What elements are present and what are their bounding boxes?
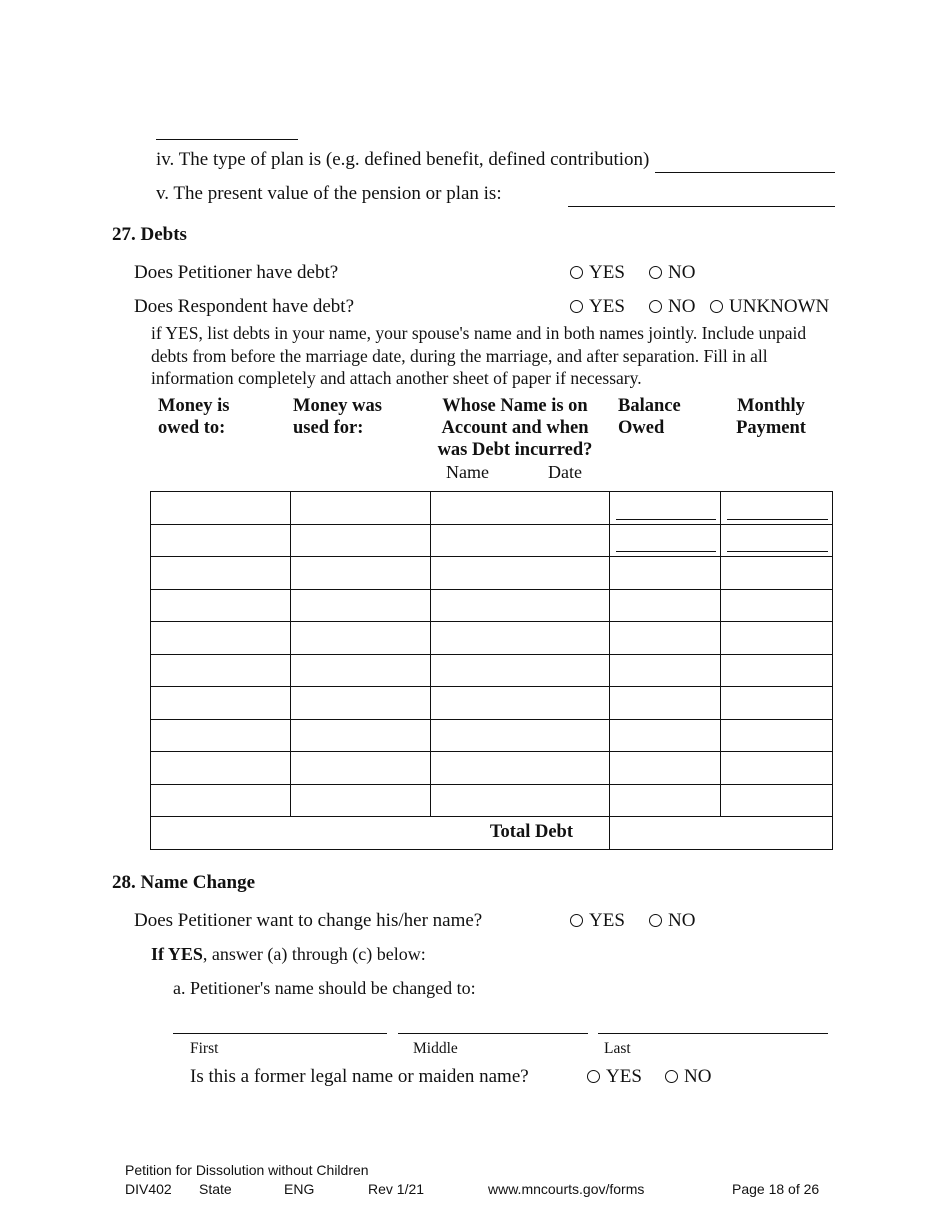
footer-lang: ENG [284, 1181, 315, 1197]
footer-url[interactable]: www.mncourts.gov/forms [488, 1181, 645, 1197]
monthly-cell[interactable] [721, 622, 833, 655]
used-for-cell[interactable] [291, 524, 431, 557]
used-for-cell[interactable] [291, 557, 431, 590]
whose-name-cell[interactable] [431, 654, 610, 687]
balance-cell[interactable] [610, 687, 721, 720]
respondent-debt-unknown[interactable]: UNKNOWN [710, 296, 829, 318]
used-for-cell[interactable] [291, 687, 431, 720]
used-for-cell[interactable] [291, 719, 431, 752]
whose-name-cell[interactable] [431, 784, 610, 817]
balance-cell[interactable] [610, 524, 721, 557]
respondent-debt-question: Does Respondent have debt? [134, 296, 355, 317]
radio-icon [665, 1070, 678, 1083]
monthly-cell[interactable] [721, 784, 833, 817]
whose-name-cell[interactable] [431, 589, 610, 622]
former-name-question: Is this a former legal name or maiden name? [190, 1066, 529, 1087]
present-value-field[interactable] [568, 206, 835, 207]
balance-cell[interactable] [610, 492, 721, 525]
footer-rev: Rev 1/21 [368, 1181, 425, 1197]
col-header-whose-name: Whose Name is on Account and when was Debt incurred? [437, 396, 593, 460]
radio-icon [587, 1070, 600, 1083]
radio-icon [649, 266, 662, 279]
balance-cell[interactable] [610, 622, 721, 655]
table-row [151, 687, 833, 720]
owed-to-cell[interactable] [151, 622, 291, 655]
name-change-heading: 28. Name Change [112, 872, 256, 893]
first-name-field[interactable] [173, 1033, 387, 1034]
balance-cell[interactable] [610, 784, 721, 817]
whose-name-cell[interactable] [431, 557, 610, 590]
col-header-balance: Balance Owed [618, 396, 681, 438]
if-yes-instruction: If YES, answer (a) through (c) below: [151, 944, 426, 964]
monthly-cell[interactable] [721, 557, 833, 590]
debts-instructions: if YES, list debts in your name, your spouse's name and in both names jointly. Include unpaid debts from before the marriage date, during the marriage, and after separation. Fill in all information completely and attach another sheet of paper if necessary. [151, 323, 807, 388]
total-debt-cell[interactable] [610, 817, 833, 850]
owed-to-cell[interactable] [151, 492, 291, 525]
owed-to-cell[interactable] [151, 589, 291, 622]
balance-cell[interactable] [610, 752, 721, 785]
owed-to-cell[interactable] [151, 687, 291, 720]
owed-to-cell[interactable] [151, 654, 291, 687]
former-name-yes[interactable]: YES [587, 1066, 642, 1088]
col-header-monthly: Monthly Payment [736, 396, 806, 438]
monthly-cell[interactable] [721, 687, 833, 720]
table-row [151, 719, 833, 752]
owed-to-cell[interactable] [151, 719, 291, 752]
monthly-cell[interactable] [721, 752, 833, 785]
middle-label: Middle [413, 1040, 458, 1057]
balance-cell[interactable] [610, 654, 721, 687]
table-row [151, 752, 833, 785]
last-name-field[interactable] [598, 1033, 828, 1034]
table-row [151, 589, 833, 622]
used-for-cell[interactable] [291, 654, 431, 687]
name-change-yes[interactable]: YES [570, 910, 625, 932]
radio-icon [570, 914, 583, 927]
former-name-no[interactable]: NO [665, 1066, 711, 1088]
col-header-owed-to: Money is owed to: [158, 396, 230, 438]
used-for-cell[interactable] [291, 492, 431, 525]
radio-icon [710, 300, 723, 313]
petitioner-debt-no[interactable]: NO [649, 262, 695, 284]
balance-cell[interactable] [610, 719, 721, 752]
table-row [151, 784, 833, 817]
monthly-cell[interactable] [721, 524, 833, 557]
monthly-cell[interactable] [721, 719, 833, 752]
used-for-cell[interactable] [291, 752, 431, 785]
whose-name-cell[interactable] [431, 622, 610, 655]
debts-table [150, 491, 833, 850]
used-for-cell[interactable] [291, 589, 431, 622]
whose-name-cell[interactable] [431, 752, 610, 785]
respondent-debt-yes[interactable]: YES [570, 296, 625, 318]
sub-header-name: Name [446, 462, 489, 482]
whose-name-cell[interactable] [431, 524, 610, 557]
monthly-cell[interactable] [721, 492, 833, 525]
monthly-cell[interactable] [721, 654, 833, 687]
debts-heading: 27. Debts [112, 224, 187, 245]
table-row [151, 622, 833, 655]
sub-header-date: Date [548, 462, 582, 482]
middle-name-field[interactable] [398, 1033, 588, 1034]
plan-type-field[interactable] [655, 172, 835, 173]
owed-to-cell[interactable] [151, 752, 291, 785]
plan-type-label: iv. The type of plan is (e.g. defined benefit, defined contribution) [156, 149, 650, 170]
petitioner-debt-question: Does Petitioner have debt? [134, 262, 339, 283]
table-row [151, 492, 833, 525]
table-row [151, 524, 833, 557]
table-row [151, 557, 833, 590]
col-header-used-for: Money was used for: [293, 396, 382, 438]
radio-icon [649, 914, 662, 927]
radio-icon [649, 300, 662, 313]
owed-to-cell[interactable] [151, 784, 291, 817]
balance-cell[interactable] [610, 557, 721, 590]
balance-cell[interactable] [610, 589, 721, 622]
footer-title: Petition for Dissolution without Children [125, 1162, 369, 1178]
total-debt-label: Total Debt [151, 817, 610, 850]
name-change-no[interactable]: NO [649, 910, 695, 932]
last-label: Last [604, 1040, 631, 1057]
footer-state: State [199, 1181, 232, 1197]
footer-page: Page 18 of 26 [732, 1181, 820, 1197]
present-value-label: v. The present value of the pension or plan is: [156, 183, 502, 204]
whose-name-cell[interactable] [431, 719, 610, 752]
footer-form-id: DIV402 [125, 1181, 172, 1197]
owed-to-cell[interactable] [151, 524, 291, 557]
radio-icon [570, 300, 583, 313]
table-row [151, 654, 833, 687]
whose-name-cell[interactable] [431, 492, 610, 525]
top-answer-line[interactable] [156, 139, 298, 140]
name-change-question: Does Petitioner want to change his/her name? [134, 910, 483, 931]
used-for-cell[interactable] [291, 622, 431, 655]
owed-to-cell[interactable] [151, 557, 291, 590]
respondent-debt-no[interactable]: NO [649, 296, 695, 318]
first-label: First [190, 1040, 219, 1057]
item-a-label: a. Petitioner's name should be changed to: [173, 978, 476, 998]
radio-icon [570, 266, 583, 279]
monthly-cell[interactable] [721, 589, 833, 622]
used-for-cell[interactable] [291, 784, 431, 817]
total-row [151, 817, 833, 850]
whose-name-cell[interactable] [431, 687, 610, 720]
petitioner-debt-yes[interactable]: YES [570, 262, 625, 284]
